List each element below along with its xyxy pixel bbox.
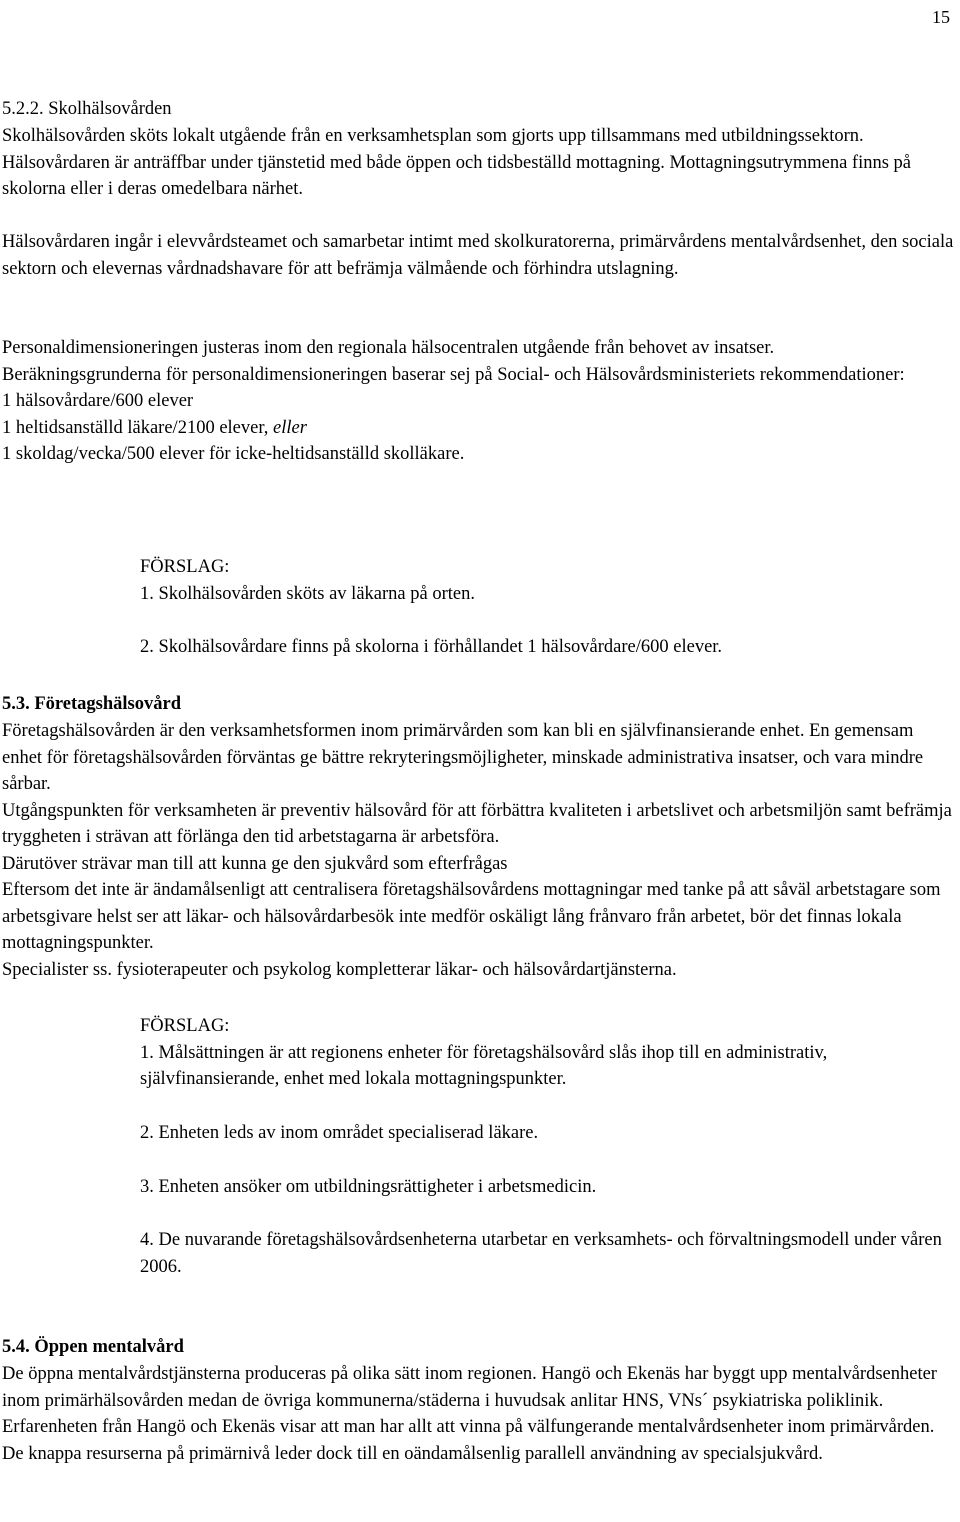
paragraph: Utgångspunkten för verksamheten är preventiv hälsovård för att förbättra kvaliteten i arbetslivet och arbetsmiljön samt befrämja tryggheten i strävan att förlänga den tid arbetstagarna är arbetsföra. [2, 800, 952, 847]
paragraph: Företagshälsovården är den verksamhetsformen inom primärvården som kan bli en självfinansierande enhet. En gemensam enhet för företagshälsovården förväntas ge bättre rekryteringsmöjligheter, minskade administrativa insatser, och vara mindre sårbar. [2, 721, 924, 794]
section-522-p2 [2, 229, 954, 282]
section-54-heading [2, 1334, 954, 1361]
forslag-item: 1. Målsättningen är att regionens enheter för företagshälsovård slås ihop till en administrativ, självfinansierande, enhet med lokala mottagningspunkter. [140, 1042, 828, 1089]
recommendation-line: 1 hälsovårdare/600 elever [2, 391, 194, 411]
section-522-forslag-2 [140, 634, 952, 661]
section-53-body [2, 718, 954, 983]
section-53-forslag [140, 1013, 952, 1093]
section-53-title: Företagshälsovård [34, 694, 182, 714]
paragraph: Beräkningsgrunderna för personaldimensioneringen baserar sej på Social- och Hälsovårdsministeriets rekommendationer: [2, 364, 905, 385]
forslag-item: 3. Enheten ansöker om utbildningsrättigheter i arbetsmedicin. [140, 1177, 597, 1197]
section-54-number: 5.4. [2, 1337, 30, 1357]
paragraph: Specialister ss. fysioterapeuter och psykolog kompletterar läkar- och hälsovårdartjänsterna. [2, 959, 677, 980]
recommendation-line: 1 skoldag/vecka/500 elever för icke-heltidsanställd skolläkare. [2, 444, 465, 464]
paragraph: Därutöver strävar man till att kunna ge den sjukvård som efterfrågas [2, 853, 508, 874]
section-53-forslag-2 [140, 1120, 952, 1147]
paragraph: Skolhälsovården sköts lokalt utgående från en verksamhetsplan som gjorts upp tillsammans med utbildningssektorn. Hälsovårdaren är anträffbar under tjänstetid med både öppen och tidsbeställd mottagning. Mottagningsutrymmena finns på skolorna eller i deras omedelbara närhet. [2, 126, 911, 199]
paragraph: Hälsovårdaren ingår i elevvårdsteamet och samarbetar intimt med skolkuratorerna, primärvårdens mentalvårdsenhet, den sociala sektorn och elevernas vårdnadshavare för att befrämja välmående och förhindra utslagning. [2, 232, 954, 279]
forslag-item: 2. Enheten leds av inom området specialiserad läkare. [140, 1123, 539, 1143]
recommendation-line: 1 heltidsanställd läkare/2100 elever, eller [2, 417, 307, 438]
section-53-heading [2, 691, 954, 718]
rec-or: eller [273, 417, 307, 438]
paragraph: De öppna mentalvårdstjänsterna produceras på olika sätt inom regionen. Hangö och Ekenäs har byggt upp mentalvårdsenheter inom primärhälsovården medan de övriga kommunerna/städerna i huvudsak anlitar HNS, VNs´ psykiatriska poliklinik. [2, 1364, 937, 1411]
forslag-label: FÖRSLAG: [140, 557, 230, 577]
section-522-title: Skolhälsovården [48, 99, 172, 119]
paragraph: Personaldimensioneringen justeras inom den regionala hälsocentralen utgående från behovet av insatser. [2, 338, 775, 358]
forslag-item: 1. Skolhälsovården sköts av läkarna på orten. [140, 583, 475, 604]
paragraph: Eftersom det inte är ändamålsenligt att centralisera företagshälsovårdens mottagningar med tanke på att såväl arbetstagare som arbetsgivare helst ser att läkar- och hälsovårdarbesök inte medför oskäligt lång frånvaro från arbetet, bör det finnas lokala mottagningspunkter. [2, 880, 941, 953]
paragraph: Erfarenheten från Hangö och Ekenäs visar att man har allt att vinna på välfungerande mentalvårdsenheter inom primärvården. De knappa resurserna på primärnivå leder dock till en oändamålsenlig parallell användning av specialsjukvård. [2, 1417, 935, 1464]
section-54-body [2, 1361, 954, 1467]
forslag-item: 4. De nuvarande företagshälsovårdsenheterna utarbetar en verksamhets- och förvaltningsmodell under våren 2006. [140, 1230, 942, 1277]
section-522-heading [2, 96, 954, 123]
section-53-forslag-3 [140, 1174, 952, 1201]
forslag-label: FÖRSLAG: [140, 1016, 230, 1036]
section-53-number: 5.3. [2, 694, 30, 714]
section-522-number: 5.2.2. [2, 99, 44, 119]
section-522-forslag [140, 554, 952, 607]
section-53-forslag-4 [140, 1227, 952, 1280]
section-522-p3 [2, 335, 954, 468]
section-54-title: Öppen mentalvård [34, 1337, 184, 1357]
forslag-item: 2. Skolhälsovårdare finns på skolorna i förhållandet 1 hälsovårdare/600 elever. [140, 637, 723, 657]
section-522-intro [2, 123, 954, 203]
page-number: 15 [932, 7, 950, 27]
